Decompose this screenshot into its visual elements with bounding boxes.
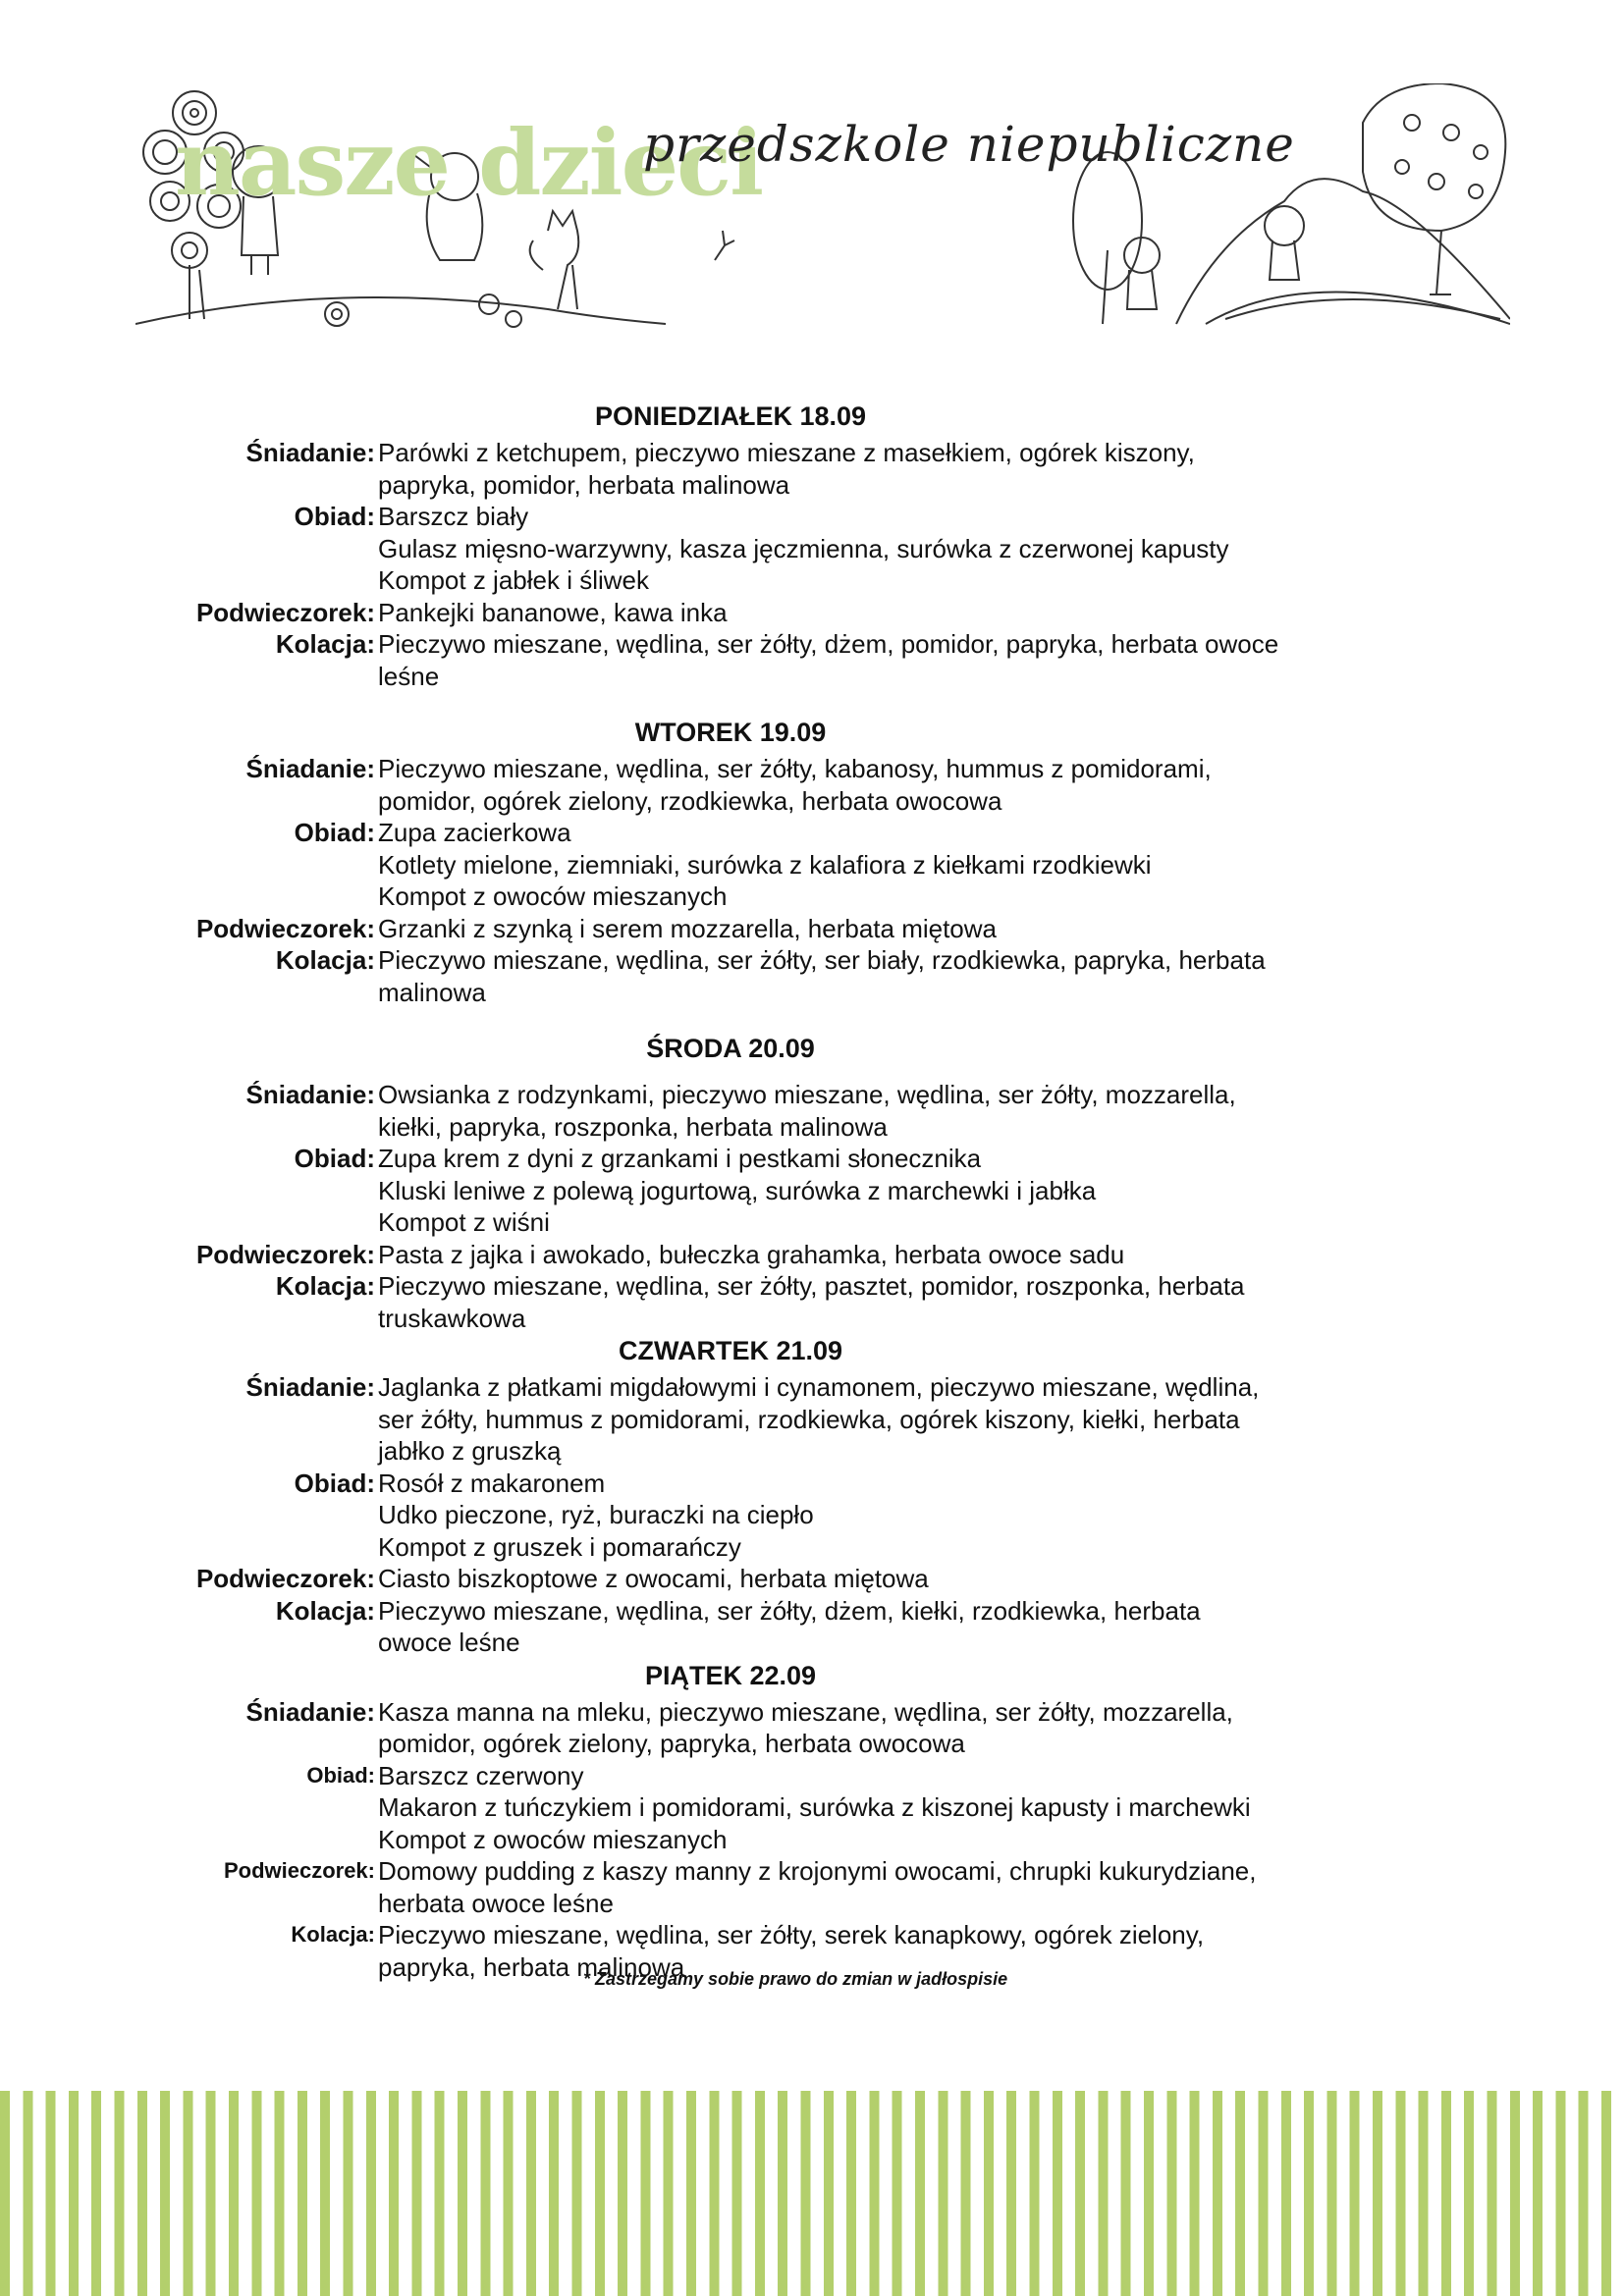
meal-line: leśne — [378, 661, 440, 691]
meal-label: Kolacja: — [275, 1271, 375, 1301]
meal-line: jabłko z gruszką — [378, 1436, 562, 1466]
decorative-stripes — [0, 2091, 1624, 2296]
meal-line: ser żółty, hummus z pomidorami, rzodkiewka, ogórek kiszony, kiełki, herbata — [378, 1404, 1240, 1434]
meal-label: Śniadanie: — [245, 754, 375, 783]
meal-label: Kolacja: — [275, 1595, 375, 1626]
child-figure — [1265, 206, 1304, 280]
meal-description — [375, 1468, 1291, 1564]
meal-line: Rosół z makaronem — [378, 1468, 606, 1498]
meal-line: owoce leśne — [378, 1628, 520, 1657]
meal-line: herbata owoce leśne — [378, 1888, 614, 1918]
meal-label: Obiad: — [306, 1762, 375, 1788]
meal-line: Jaglanka z płatkami migdałowymi i cynamonem, pieczywo mieszane, wędlina, — [378, 1372, 1260, 1402]
meal-line: Pieczywo mieszane, wędlina, ser żółty, ser biały, rzodkiewka, papryka, herbata — [378, 945, 1266, 975]
tree-illustration — [1363, 83, 1505, 294]
meal-label: Podwieczorek: — [195, 913, 375, 943]
meal-line: Pankejki bananowe, kawa inka — [378, 597, 728, 627]
meal-description — [375, 1595, 1291, 1659]
logo-text: nasze dzieci — [175, 110, 763, 216]
tagline: przedszkole niepubliczne — [643, 116, 1295, 173]
meal-label: Śniadanie: — [245, 1372, 375, 1402]
meal-line: Pasta z jajka i awokado, bułeczka grahamka, herbata owoce sadu — [378, 1239, 1125, 1269]
meal-label: Obiad: — [294, 1144, 375, 1173]
meal-description — [375, 437, 1291, 501]
meal-row — [0, 1760, 1624, 1856]
meal-row — [0, 1468, 1624, 1564]
meal-description — [375, 1696, 1291, 1760]
day-title: PONIEDZIAŁEK 18.09 — [594, 401, 867, 431]
meal-description — [375, 913, 1291, 945]
day-title: WTOREK 19.09 — [634, 718, 827, 747]
meal-line: Barszcz biały — [378, 502, 529, 531]
meal-line: Kasza manna na mleku, pieczywo mieszane, wędlina, ser żółty, mozzarella, — [378, 1696, 1233, 1727]
meal-line: Kompot z owoców mieszanych — [378, 881, 728, 911]
meal-line: Kompot z jabłek i śliwek — [378, 565, 649, 595]
meal-label: Śniadanie: — [245, 1696, 375, 1727]
meal-row — [0, 1696, 1624, 1760]
meal-line: Pieczywo mieszane, wędlina, ser żółty, pasztet, pomidor, roszponka, herbata — [378, 1271, 1245, 1301]
meal-description — [375, 817, 1291, 913]
meal-line: Grzanki z szynką i serem mozzarella, herbata miętowa — [378, 913, 998, 943]
meal-description — [375, 501, 1291, 597]
meal-label: Kolacja: — [275, 629, 375, 659]
meal-row — [0, 913, 1624, 945]
meal-label: Obiad: — [294, 502, 375, 531]
meal-row — [0, 1371, 1624, 1468]
day-section — [0, 1659, 1624, 1984]
day-title: ŚRODA 20.09 — [646, 1034, 815, 1063]
meal-line: Domowy pudding z kaszy manny z krojonymi owocami, chrupki kukurydziane, — [378, 1856, 1257, 1886]
meal-row — [0, 437, 1624, 501]
meal-row — [0, 1143, 1624, 1239]
day-title: PIĄTEK 22.09 — [644, 1660, 817, 1690]
meal-line: malinowa — [378, 977, 486, 1007]
meal-line: pomidor, ogórek zielony, papryka, herbata owocowa — [378, 1729, 965, 1758]
meal-line: Ciasto biszkoptowe z owocami, herbata miętowa — [378, 1564, 929, 1593]
meal-description — [375, 1079, 1291, 1143]
meal-label: Kolacja: — [291, 1922, 375, 1947]
meal-line: Zupa zacierkowa — [378, 818, 571, 847]
meal-description — [375, 1855, 1291, 1919]
meal-description — [375, 1143, 1291, 1239]
meal-row — [0, 1239, 1624, 1271]
meal-label: Podwieczorek: — [195, 1564, 375, 1593]
meal-line: Udko pieczone, ryż, buraczki na ciepło — [378, 1500, 814, 1529]
meal-row — [0, 628, 1624, 692]
meal-line: Pieczywo mieszane, wędlina, ser żółty, dżem, pomidor, papryka, herbata owoce — [378, 629, 1279, 659]
day-section — [0, 400, 1624, 692]
meal-row — [0, 944, 1624, 1008]
meal-line: Zupa krem z dyni z grzankami i pestkami słonecznika — [378, 1144, 982, 1173]
meal-row — [0, 1563, 1624, 1595]
meal-line: Pieczywo mieszane, wędlina, ser żółty, kabanosy, hummus z pomidorami, — [378, 754, 1212, 783]
meal-label: Podwieczorek: — [195, 1239, 375, 1269]
meal-row — [0, 597, 1624, 629]
tree-illustration — [1073, 152, 1142, 324]
meal-label: Obiad: — [294, 1468, 375, 1498]
meal-description — [375, 628, 1291, 692]
meal-line: Gulasz mięsno-warzywny, kasza jęczmienna, surówka z czerwonej kapusty — [378, 533, 1229, 563]
meal-row — [0, 753, 1624, 817]
meal-label: Podwieczorek: — [195, 597, 375, 627]
meal-line: truskawkowa — [378, 1303, 526, 1333]
meal-line: pomidor, ogórek zielony, rzodkiewka, herbata owocowa — [378, 785, 1002, 816]
meal-line: Owsianka z rodzynkami, pieczywo mieszane, wędlina, ser żółty, mozzarella, — [378, 1080, 1236, 1109]
meal-description — [375, 753, 1291, 817]
cat-figure — [530, 211, 579, 309]
meal-description — [375, 1270, 1291, 1334]
meal-label: Śniadanie: — [245, 438, 375, 467]
meal-label: Śniadanie: — [245, 1080, 375, 1109]
child-figure — [1124, 238, 1160, 309]
meal-description — [375, 1239, 1291, 1271]
day-title: CZWARTEK 21.09 — [618, 1336, 843, 1365]
meal-line: Pieczywo mieszane, wędlina, ser żółty, dżem, kiełki, rzodkiewka, herbata — [378, 1595, 1201, 1626]
weekly-menu — [0, 400, 1624, 1983]
meal-label: Obiad: — [294, 818, 375, 847]
meal-row — [0, 1855, 1624, 1919]
meal-line: Pieczywo mieszane, wędlina, ser żółty, serek kanapkowy, ogórek zielony, — [378, 1920, 1205, 1949]
meal-line: Kluski leniwe z polewą jogurtową, surówka z marchewki i jabłka — [378, 1175, 1097, 1205]
meal-line: kiełki, papryka, roszponka, herbata malinowa — [378, 1111, 888, 1142]
meal-label: Kolacja: — [275, 945, 375, 975]
meal-row — [0, 1079, 1624, 1143]
meal-line: papryka, pomidor, herbata malinowa — [378, 469, 790, 500]
meal-description — [375, 1563, 1291, 1595]
meal-line: Parówki z ketchupem, pieczywo mieszane z masełkiem, ogórek kiszony, — [378, 438, 1195, 467]
meal-row — [0, 1270, 1624, 1334]
meal-line: Kotlety mielone, ziemniaki, surówka z kalafiora z kiełkami rzodkiewki — [378, 849, 1152, 880]
day-section — [0, 1032, 1624, 1334]
day-section — [0, 1334, 1624, 1659]
meal-description — [375, 597, 1291, 629]
meal-description — [375, 1371, 1291, 1468]
meal-row — [0, 501, 1624, 597]
meal-description — [375, 1760, 1291, 1856]
day-section — [0, 716, 1624, 1008]
meal-line: Kompot z owoców mieszanych — [378, 1824, 728, 1854]
meal-line: papryka, herbata malinowa — [378, 1951, 685, 1982]
meal-line: Kompot z wiśni — [378, 1207, 550, 1237]
meal-label: Podwieczorek: — [223, 1858, 375, 1883]
meal-description — [375, 944, 1291, 1008]
meal-line: Barszcz czerwony — [378, 1760, 584, 1790]
meal-line: Kompot z gruszek i pomarańczy — [378, 1531, 741, 1562]
meal-row — [0, 1595, 1624, 1659]
disclaimer-note: * Zastrzegamy sobie prawo do zmian w jadłospisie — [583, 1969, 1008, 1989]
meal-row — [0, 817, 1624, 913]
meal-line: Makaron z tuńczykiem i pomidorami, surówka z kiszonej kapusty i marchewki — [378, 1792, 1251, 1822]
